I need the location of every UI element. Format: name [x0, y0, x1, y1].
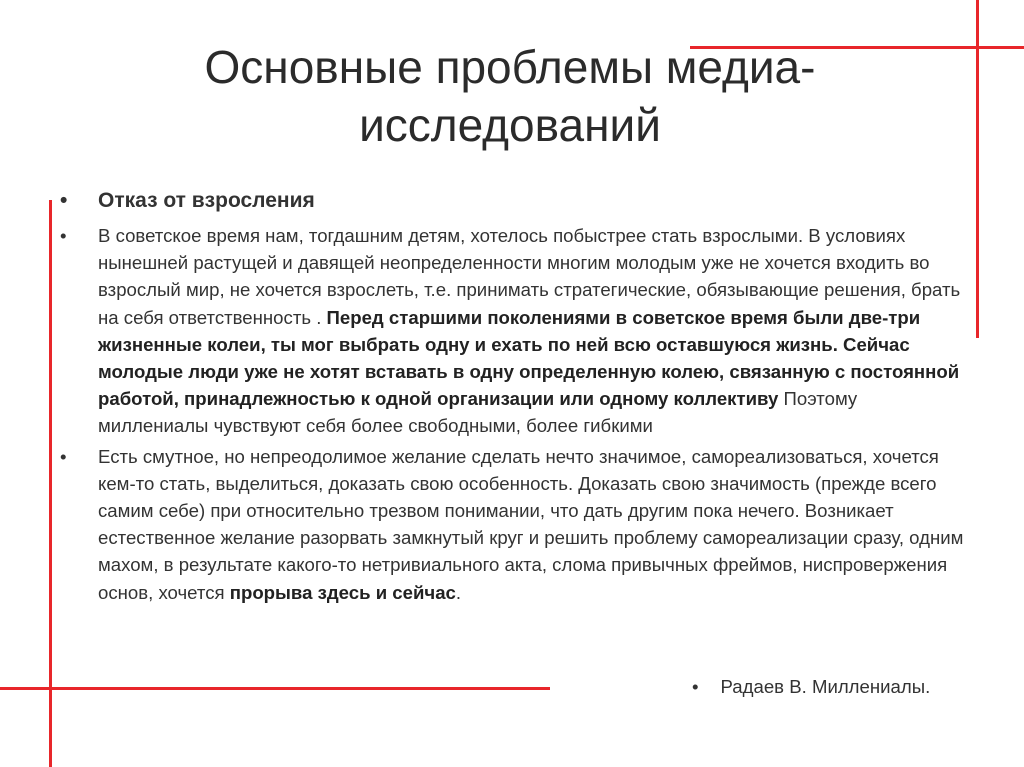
- bullet-heading: [60, 186, 970, 216]
- reference-text: Радаев В. Миллениалы.: [720, 676, 931, 697]
- bullet-dot: •: [692, 676, 699, 697]
- bullet-list: [60, 186, 970, 606]
- reference: [692, 676, 930, 698]
- title-line-1: Основные проблемы медиа-: [204, 41, 816, 93]
- decor-line-top-vertical: [976, 0, 979, 338]
- slide-title: [110, 38, 910, 154]
- paragraph-2-text: Есть смутное, но непреодолимое желание сделать нечто значимое, самореализоваться, хочется кем-то стать, выделиться, доказать свою особенность. Доказать свою значимость (прежде всего самим себе) при относительно трезвом понимании, что дать другим пока нечего. Возникает естественное желание разорвать замкнутый круг и решить проблему самореализации сразу, одним махом, в результате какого-то нетривиального акта, слома привычных фреймов, ниспровержения основ, хочется: [98, 445, 964, 603]
- paragraph-2-end: .: [455, 581, 462, 603]
- title-line-2: исследований: [359, 99, 661, 151]
- paragraph-2-bold: прорыва здесь и сейчас: [229, 581, 456, 603]
- bullet-dot: •: [60, 445, 67, 467]
- paragraph-1-text: В советское время нам, тогдашним детям, хотелось побыстрее стать взрослыми. В условиях нынешней растущей и давящей неопределенности многим молодым уже не хочется входить во взрослый мир, не хочется взрослеть, т.е. принимать стратегические, обязывающие решения, брать на себя ответственность .: [98, 225, 961, 328]
- bullet-paragraph-1: [60, 222, 970, 440]
- bullet-dot: •: [60, 225, 67, 246]
- paragraph-1-bold: Перед старшими поколениями в советское время были две-три жизненные колеи, ты мог выбрать одну и ехать по ней всю оставшуюся жизнь. Сейчас молодые люди уже не хотят вставать в одну определенную колею, связанную с постоянной работой, принадлежностью к одной организации или одному коллективу: [98, 306, 960, 410]
- heading-text: Отказ от взросления: [98, 189, 315, 212]
- decor-line-bottom-horizontal: [0, 687, 550, 690]
- paragraph-1-text-end: Поэтому миллениалы чувствуют себя более свободными, более гибкими: [98, 388, 858, 437]
- bullet-dot: •: [60, 189, 68, 212]
- decor-line-left-vertical: [49, 200, 52, 767]
- bullet-paragraph-2: [60, 443, 970, 606]
